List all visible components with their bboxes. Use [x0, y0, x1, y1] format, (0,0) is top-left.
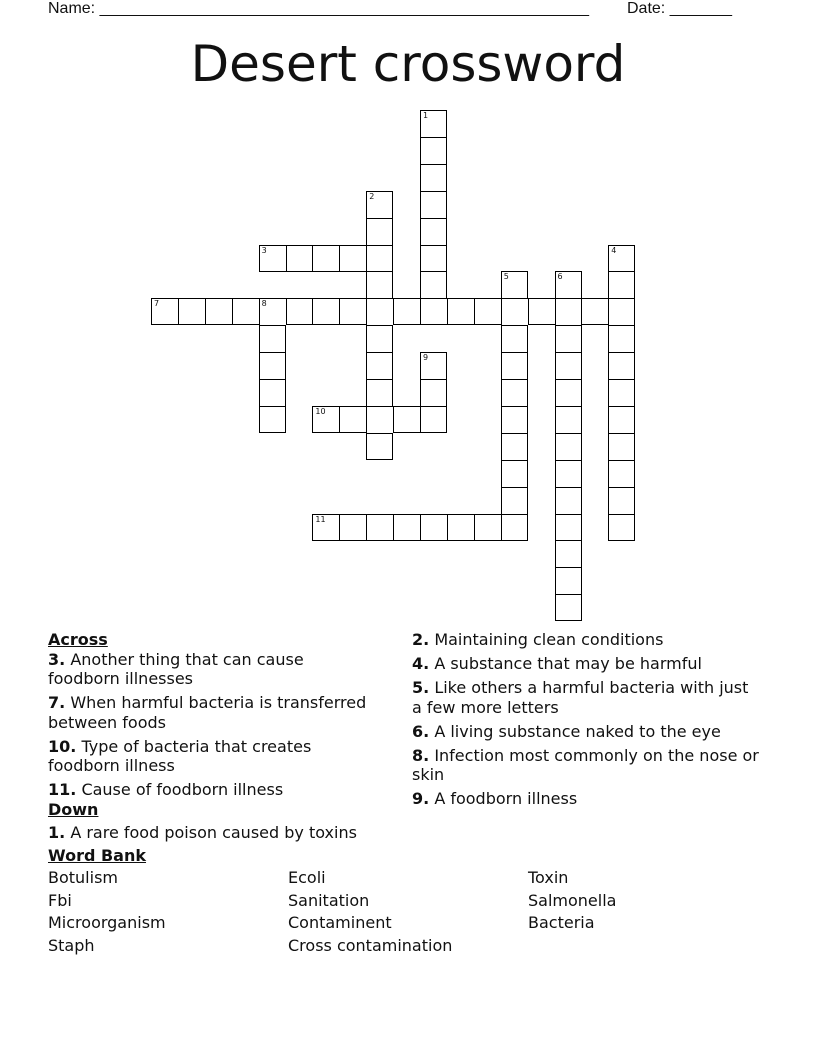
name-line[interactable]: Name: _______________________________________________________	[48, 0, 589, 17]
grid-cell[interactable]	[608, 325, 635, 352]
grid-cell[interactable]	[259, 245, 286, 272]
cell-number: 3	[261, 245, 267, 255]
grid-cell[interactable]	[608, 271, 635, 298]
grid-cell[interactable]	[205, 298, 232, 325]
grid-cell[interactable]	[259, 352, 286, 379]
grid-cell[interactable]	[420, 245, 447, 272]
word-bank-heading: Word Bank	[48, 846, 147, 865]
grid-cell[interactable]	[420, 137, 447, 164]
grid-cell[interactable]	[420, 271, 447, 298]
grid-cell[interactable]	[528, 298, 555, 325]
clue-text: Type of bacteria that creates foodborn illness	[48, 736, 312, 775]
cell-number: 5	[503, 272, 509, 282]
down-heading: Down	[48, 799, 99, 819]
cell-number: 9	[423, 353, 429, 363]
grid-cell[interactable]	[555, 433, 582, 460]
grid-cell[interactable]	[555, 487, 582, 514]
grid-cell[interactable]	[366, 325, 393, 352]
grid-cell[interactable]	[232, 298, 259, 325]
grid-cell[interactable]	[501, 433, 528, 460]
grid-cell[interactable]	[608, 406, 635, 433]
clues-column-left	[48, 630, 368, 847]
clue-down-2	[412, 630, 762, 650]
grid-cell[interactable]	[312, 514, 339, 541]
word-bank-item: Microorganism	[48, 913, 166, 932]
grid-cell[interactable]	[366, 191, 393, 218]
word-bank-item: Staph	[48, 936, 95, 955]
clue-text: Cause of foodborn illness	[81, 780, 284, 799]
grid-cell[interactable]	[501, 325, 528, 352]
clue-number: 11.	[48, 780, 77, 799]
grid-cell[interactable]	[339, 245, 366, 272]
grid-cell[interactable]	[555, 298, 582, 325]
grid-cell[interactable]	[474, 298, 501, 325]
clue-across-7	[48, 693, 368, 732]
clue-number: 6.	[412, 721, 430, 741]
clue-number: 7.	[48, 693, 66, 712]
grid-cell[interactable]	[420, 218, 447, 245]
grid-cell[interactable]	[608, 433, 635, 460]
clue-down-1	[48, 823, 368, 843]
grid-cell[interactable]	[312, 406, 339, 433]
word-bank-item: Ecoli	[288, 868, 326, 887]
grid-cell[interactable]	[393, 406, 420, 433]
clue-text: Infection most commonly on the nose or skin	[412, 745, 759, 784]
grid-cell[interactable]	[420, 164, 447, 191]
grid-cell[interactable]	[581, 298, 608, 325]
grid-cell[interactable]	[555, 325, 582, 352]
clue-text: Another thing that can cause foodborn illnesses	[48, 649, 304, 688]
grid-cell[interactable]	[339, 514, 366, 541]
cell-number: 2	[369, 191, 375, 201]
cell-number: 7	[154, 299, 160, 309]
grid-cell[interactable]	[259, 325, 286, 352]
clue-text: Maintaining clean conditions	[434, 630, 664, 649]
grid-cell[interactable]	[608, 460, 635, 487]
word-bank-item: Cross contamination	[288, 936, 453, 955]
cell-number: 4	[611, 245, 617, 255]
grid-cell[interactable]	[420, 379, 447, 406]
clue-across-3	[48, 650, 368, 689]
grid-cell[interactable]	[366, 433, 393, 460]
grid-cell[interactable]	[555, 567, 582, 594]
grid-cell[interactable]	[501, 406, 528, 433]
clue-text: A living substance naked to the eye	[434, 721, 721, 741]
word-bank-item: Toxin	[528, 868, 569, 887]
grid-cell[interactable]	[286, 245, 313, 272]
grid-cell[interactable]	[555, 514, 582, 541]
word-bank-item: Contaminent	[288, 913, 392, 932]
grid-cell[interactable]	[420, 352, 447, 379]
word-bank-item: Bacteria	[528, 913, 595, 932]
grid-cell[interactable]	[420, 514, 447, 541]
clue-number: 8.	[412, 745, 430, 765]
clue-down-9	[412, 789, 762, 809]
grid-cell[interactable]	[151, 298, 178, 325]
grid-cell[interactable]	[555, 594, 582, 621]
clue-text: When harmful bacteria is transferred between foods	[48, 693, 367, 732]
word-bank-item: Botulism	[48, 868, 118, 887]
clue-across-10	[48, 737, 368, 776]
grid-cell[interactable]	[555, 271, 582, 298]
grid-cell[interactable]	[608, 487, 635, 514]
grid-cell[interactable]	[366, 245, 393, 272]
clue-across-11	[48, 780, 368, 800]
cell-number: 10	[315, 406, 326, 416]
clue-text: A rare food poison caused by toxins	[70, 823, 357, 842]
grid-cell[interactable]	[608, 514, 635, 541]
grid-cell[interactable]	[339, 406, 366, 433]
grid-cell[interactable]	[366, 514, 393, 541]
grid-cell[interactable]	[420, 110, 447, 137]
date-line[interactable]: Date: _______	[627, 0, 732, 17]
grid-cell[interactable]	[555, 379, 582, 406]
grid-cell[interactable]	[393, 514, 420, 541]
grid-cell[interactable]	[420, 406, 447, 433]
word-bank-item: Fbi	[48, 891, 72, 910]
grid-cell[interactable]	[501, 487, 528, 514]
clue-down-4	[412, 654, 762, 674]
grid-cell[interactable]	[259, 379, 286, 406]
clues-column-right	[412, 630, 762, 813]
grid-cell[interactable]	[420, 298, 447, 325]
grid-cell[interactable]	[555, 540, 582, 567]
grid-cell[interactable]	[555, 460, 582, 487]
grid-cell[interactable]	[447, 514, 474, 541]
clue-number: 4.	[412, 654, 430, 673]
grid-cell[interactable]	[555, 406, 582, 433]
grid-cell[interactable]	[447, 298, 474, 325]
clue-number: 1.	[48, 823, 66, 842]
clue-down-6	[412, 722, 762, 742]
grid-cell[interactable]	[366, 271, 393, 298]
grid-cell[interactable]	[339, 298, 366, 325]
grid-cell[interactable]	[501, 271, 528, 298]
cell-number: 6	[557, 272, 563, 282]
clue-text: A substance that may be harmful	[434, 654, 702, 673]
cell-number: 8	[261, 299, 267, 309]
clue-number: 10.	[48, 736, 77, 756]
grid-cell[interactable]	[259, 298, 286, 325]
grid-cell[interactable]	[420, 191, 447, 218]
clue-number: 9.	[412, 789, 430, 808]
grid-cell[interactable]	[608, 298, 635, 325]
grid-cell[interactable]	[501, 379, 528, 406]
grid-cell[interactable]	[312, 245, 339, 272]
grid-cell[interactable]	[286, 298, 313, 325]
word-bank-item: Sanitation	[288, 891, 370, 910]
grid-cell[interactable]	[366, 379, 393, 406]
page-title: Desert crossword	[190, 35, 626, 93]
grid-cell[interactable]	[501, 460, 528, 487]
cell-number: 1	[423, 111, 429, 120]
grid-cell[interactable]	[312, 298, 339, 325]
across-heading: Across	[48, 630, 108, 649]
grid-cell[interactable]	[501, 352, 528, 379]
grid-cell[interactable]	[393, 298, 420, 325]
clue-number: 3.	[48, 649, 66, 669]
clue-number: 2.	[412, 630, 430, 649]
clue-text: Like others a harmful bacteria with just a few more letters	[412, 678, 749, 717]
grid-cell[interactable]	[366, 298, 393, 325]
grid-cell[interactable]	[608, 352, 635, 379]
clue-text: A foodborn illness	[434, 789, 578, 808]
grid-cell[interactable]	[178, 298, 205, 325]
grid-cell[interactable]	[555, 352, 582, 379]
grid-cell[interactable]	[501, 514, 528, 541]
grid-cell[interactable]	[474, 514, 501, 541]
grid-cell[interactable]	[366, 218, 393, 245]
clue-down-8	[412, 746, 762, 785]
grid-cell[interactable]	[501, 298, 528, 325]
grid-cell[interactable]	[608, 245, 635, 272]
clue-number: 5.	[412, 678, 430, 697]
grid-cell[interactable]	[366, 352, 393, 379]
clue-down-5	[412, 678, 762, 717]
grid-cell[interactable]	[259, 406, 286, 433]
cell-number: 11	[315, 514, 326, 524]
grid-cell[interactable]	[608, 379, 635, 406]
grid-cell[interactable]	[366, 406, 393, 433]
word-bank-item: Salmonella	[528, 891, 617, 910]
